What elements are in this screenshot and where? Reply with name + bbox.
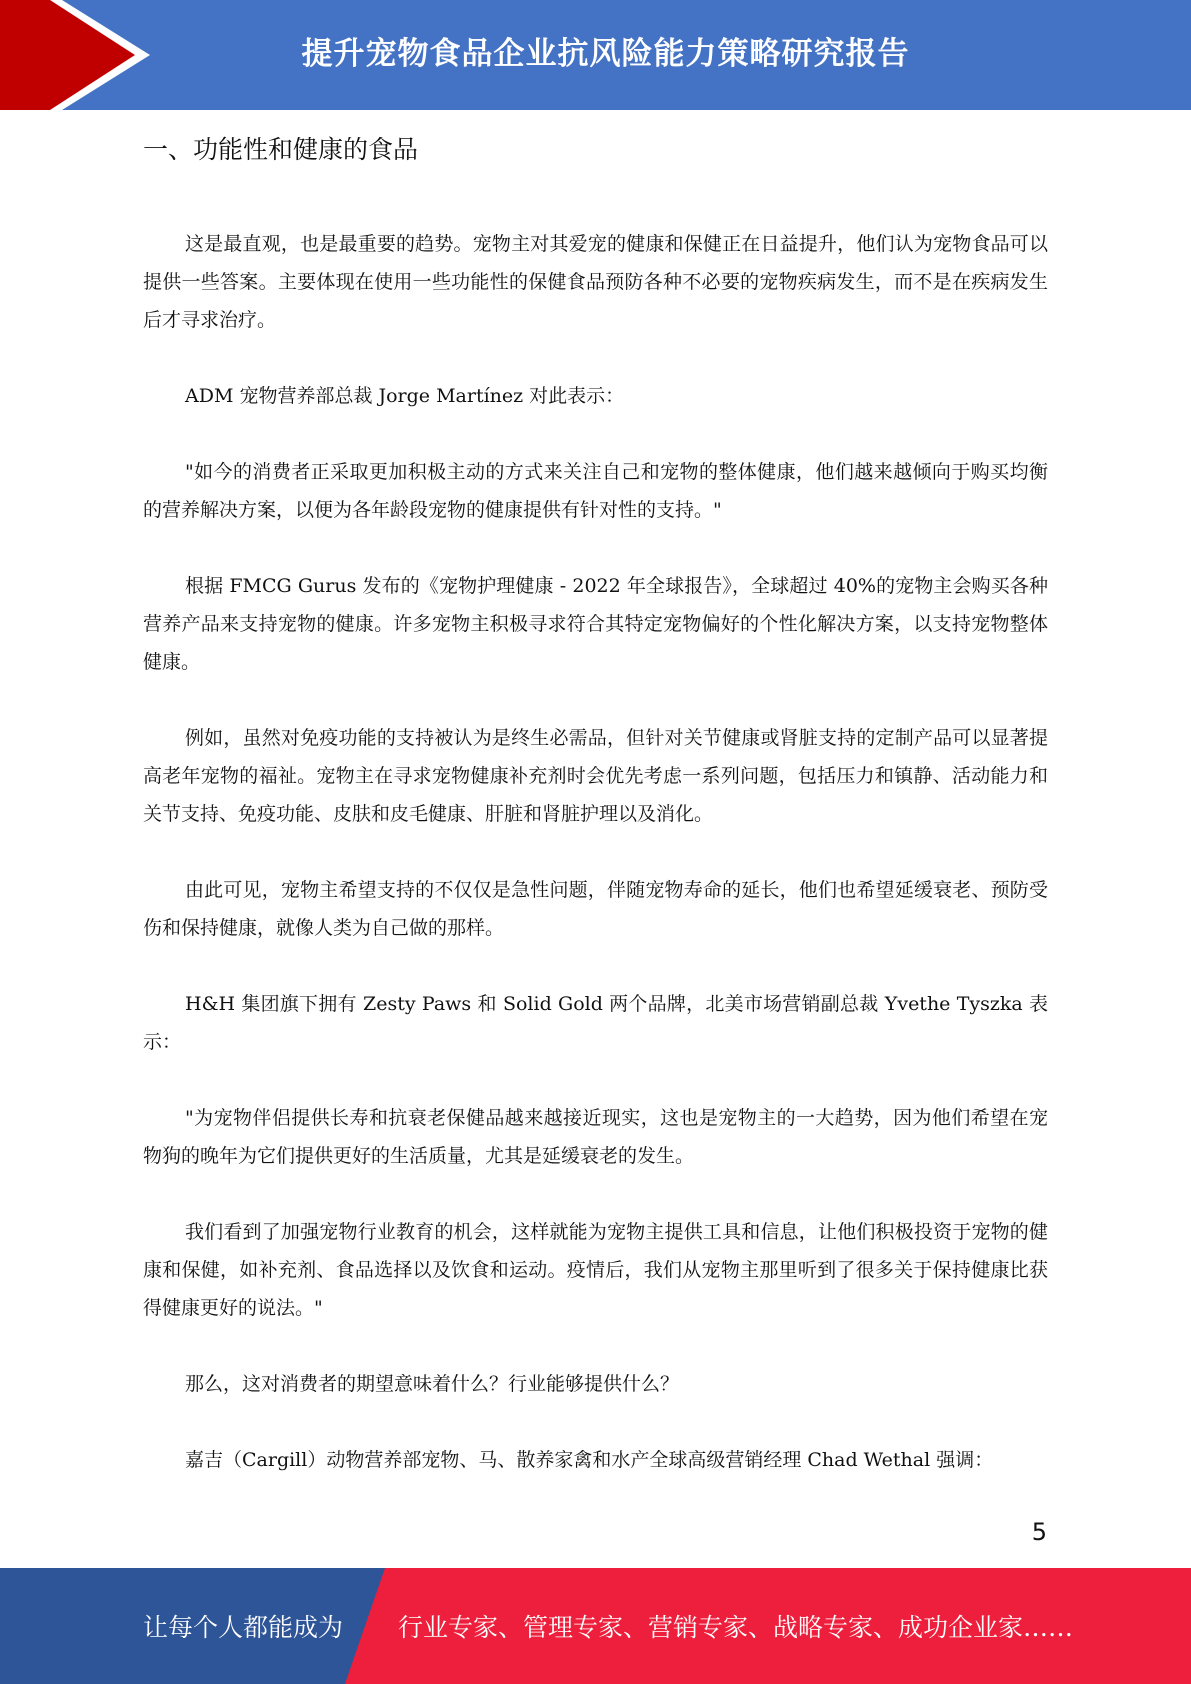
- paragraph: "为宠物伴侣提供长寿和抗衰老保健品越来越接近现实，这也是宠物主的一大趋势，因为他们希望在宠物狗的晚年为它们提供更好的生活质量，尤其是延缓衰老的发生。: [143, 1107, 1048, 1167]
- paragraph: 例如，虽然对免疫功能的支持被认为是终生必需品，但针对关节健康或肾脏支持的定制产品可以显著提高老年宠物的福祉。宠物主在寻求宠物健康补充剂时会优先考虑一系列问题，包括压力和镇静、活动能力和关节支持、免疫功能、皮肤和皮毛健康、肝脏和肾脏护理以及消化。: [143, 727, 1048, 825]
- paragraph: 我们看到了加强宠物行业教育的机会，这样就能为宠物主提供工具和信息，让他们积极投资于宠物的健康和保健，如补充剂、食品选择以及饮食和运动。疫情后，我们从宠物主那里听到了很多关于保持健康比获得健康更好的说法。": [143, 1221, 1048, 1319]
- paragraph: 这是最直观，也是最重要的趋势。宠物主对其爱宠的健康和保健正在日益提升，他们认为宠物食品可以提供一些答案。主要体现在使用一些功能性的保健食品预防各种不必要的宠物疾病发生，而不是在疾病发生后才寻求治疗。: [143, 233, 1048, 331]
- paragraph: H&H 集团旗下拥有 Zesty Paws 和 Solid Gold 两个品牌，北美市场营销副总裁 Yvethe Tyszka 表示：: [143, 993, 1048, 1053]
- body-content: [143, 225, 1048, 1517]
- paragraph: 由此可见，宠物主希望支持的不仅仅是急性问题，伴随宠物寿命的延长，他们也希望延缓衰老、预防受伤和保持健康，就像人类为自己做的那样。: [143, 879, 1048, 939]
- footer-slogan-left: 让每个人都能成为: [143, 1613, 344, 1642]
- paragraph: 那么，这对消费者的期望意味着什么？行业能够提供什么？: [185, 1373, 680, 1395]
- footer-slogan-right: 行业专家、管理专家、营销专家、战略专家、成功企业家……: [398, 1613, 1074, 1642]
- footer-banner: [0, 1568, 1191, 1684]
- paragraph: "如今的消费者正采取更加积极主动的方式来关注自己和宠物的整体健康，他们越来越倾向于购买均衡的营养解决方案，以便为各年龄段宠物的健康提供有针对性的支持。": [143, 461, 1048, 521]
- paragraph: 根据 FMCG Gurus 发布的《宠物护理健康 - 2022 年全球报告》，全球超过 40%的宠物主会购买各种营养产品来支持宠物的健康。许多宠物主积极寻求符合其特定宠物偏好的个性化解决方案，以支持宠物整体健康。: [143, 575, 1048, 673]
- header-banner: [0, 0, 1191, 110]
- paragraph: ADM 宠物营养部总裁 Jorge Martínez 对此表示：: [185, 385, 625, 407]
- report-title: 提升宠物食品企业抗风险能力策略研究报告: [301, 35, 910, 72]
- section-heading: 一、功能性和健康的食品: [143, 135, 419, 164]
- page-number: 5: [1031, 1518, 1047, 1546]
- paragraph: 嘉吉（Cargill）动物营养部宠物、马、散养家禽和水产全球高级营销经理 Chad Wethal 强调：: [185, 1449, 994, 1471]
